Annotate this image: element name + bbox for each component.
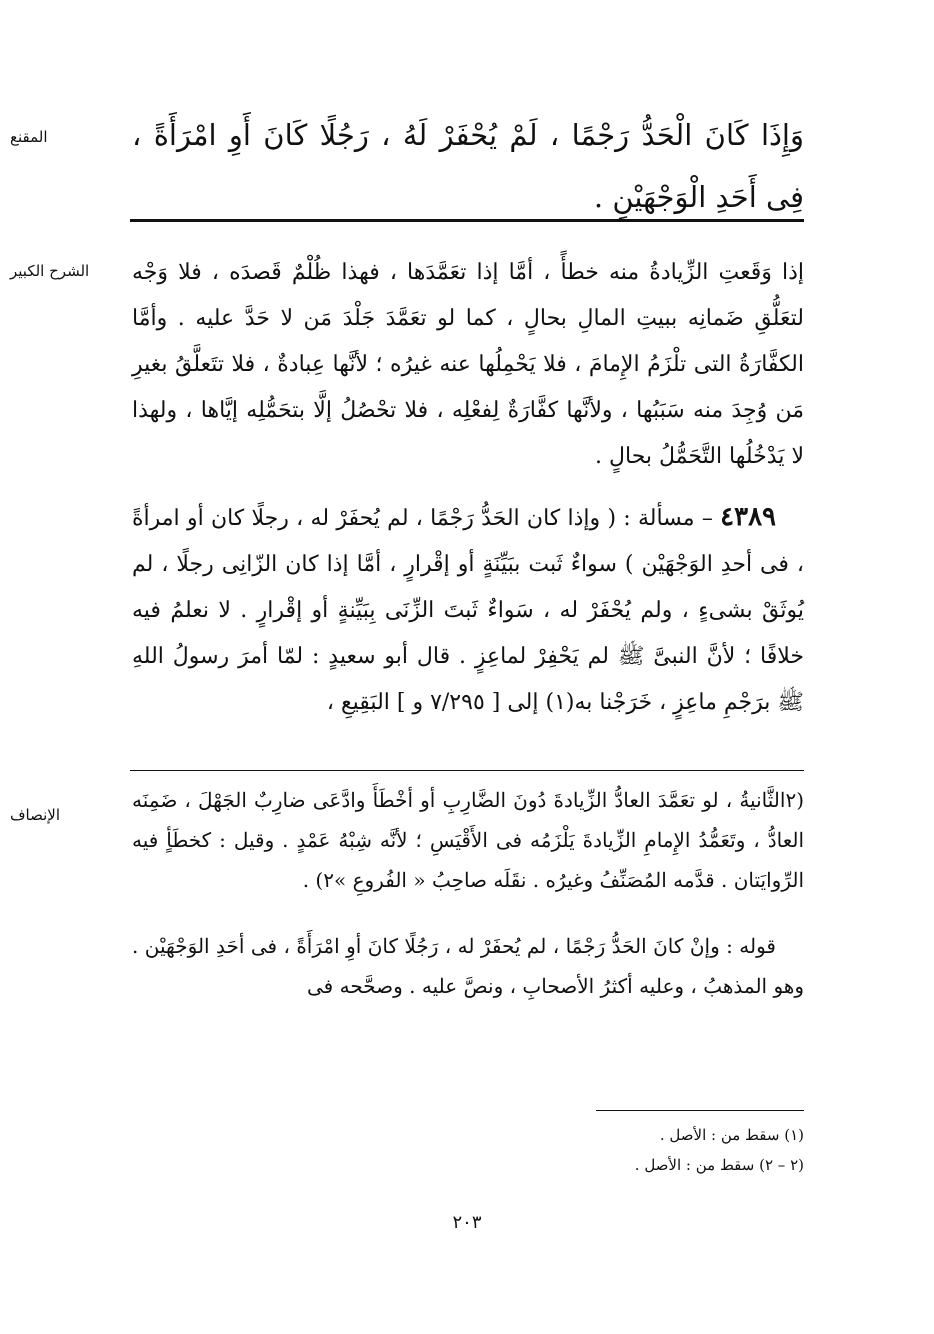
muqni-paragraph: وَإِذَا كَانَ الْحَدُّ رَجْمًا ، لَمْ يُحْفَرْ لَهُ ، رَجُلًا كَانَ أَوِ امْرَأَةً ، فِى أَحَدِ الْوَجْهَيْنِ . [132,118,804,214]
footnotes [360,1120,804,1180]
footnote-2: (٢ – ٢) سقط من : الأصل . [634,1156,804,1174]
section-label-muqni: المقنع [10,128,48,146]
section-divider-thick [130,219,804,222]
section-label-sharh: الشرح الكبير [10,262,90,280]
section-divider-thin [130,770,804,771]
footnote-1: (١) سقط من : الأصل . [659,1126,804,1144]
page-number: ٢٠٣ [452,1212,482,1233]
section-label-insaf: الإنصاف [10,806,61,824]
insaf-paragraph-2: قوله : وإنْ كانَ الحَدُّ رَجْمًا ، لم يُحفَرْ له ، رَجُلًا كانَ أوِ امْرَأَةً ، فى أحَدِ الوَجْهَيْن . وهو المذهبُ ، وعليه أكثرُ الأصحابِ ، ونصَّ عليه . وصحَّحه فى [132,934,804,998]
sharh-text-block [132,250,804,726]
sharh-paragraph-2-text: – مسألة : ( وإذا كان الحَدُّ رَجْمًا ، لم يُحفَرْ له ، رجلًا كان أو امرأةً ، فى أحدِ الوَجْهَيْن ) سواءٌ ثَبت ببَيِّنَةٍ أو إقْرارٍ ، أمَّا إذا كان الزّانِى رجلًا ، لم يُوثَقْ بشىءٍ ، ولم يُحْفَرْ له ، سَواءٌ ثَبتَ الزِّنَى بِبَيِّنةٍ أو إقْرارٍ . لا نعلمُ فيه خلافًا ؛ لأنَّ النبىَّ ﷺ لم يَحْفِرْ لماعِزٍ . قال أبو سعيدٍ : لمّا أمرَ رسولُ اللهِ ﷺ برَجْمِ ماعِزٍ ، خَرَجْنا به(١) إلى [ ٧/٢٩٥ و ] البَقِيعِ ، [132,506,804,715]
muqni-text-block [132,104,804,228]
insaf-paragraph-1: (٢الثَّانيةُ ، لو تعَمَّدَ العادُّ الزِّيادةَ دُونَ الضَّارِبِ أو أخْطَأَ وادَّعَى ضارِبٌ الجَهْلَ ، ضَمِنَه العادُّ ، وتَعَمُّدُ الإِمامِ الزِّيادةَ يَلْزَمُه فى الأَقْيَسِ ؛ لأنَّه شِبْهُ عَمْدٍ . وقيل : كخطَأٍ فيه الرِّوايَتان . قدَّمه المُصَنِّفُ وغيرُه . نقَلَه صاحِبُ « الفُروعِ »٢) . [132,788,804,892]
footnote-divider [596,1110,804,1111]
insaf-text-block [132,780,804,1006]
sharh-paragraph-2 [132,494,804,726]
sharh-paragraph-1: إذا وَقَعتِ الزِّيادةُ منه خطأً ، أمَّا إذا تعَمَّدَها ، فهذا ظُلْمٌ قَصدَه ، فلا وَجْه لتعَلُّقِ ضَمانِه ببيتِ المالِ بحالٍ ، كما لو تعَمَّدَ جَلْدَ مَن لا حَدَّ عليه . وأمَّا الكفَّارَةُ التى تلْزَمُ الإِمامَ ، فلا يَحْمِلُها عنه غيرُه ؛ لأنَّها عِبادةٌ ، فلا تتَعلَّقُ بغيرِ مَن وُجِدَ منه سَبَبُها ، ولأنَّها كفَّارَةٌ لِفعْلِه ، فلا تحْصُلُ إلَّا بتحَمُّلِه إيَّاها ، ولهذا لا يَدْخُلُها التَّحَمُّلُ بحالٍ . [132,260,804,469]
issue-number: ٤٣٨٩ [720,502,776,532]
